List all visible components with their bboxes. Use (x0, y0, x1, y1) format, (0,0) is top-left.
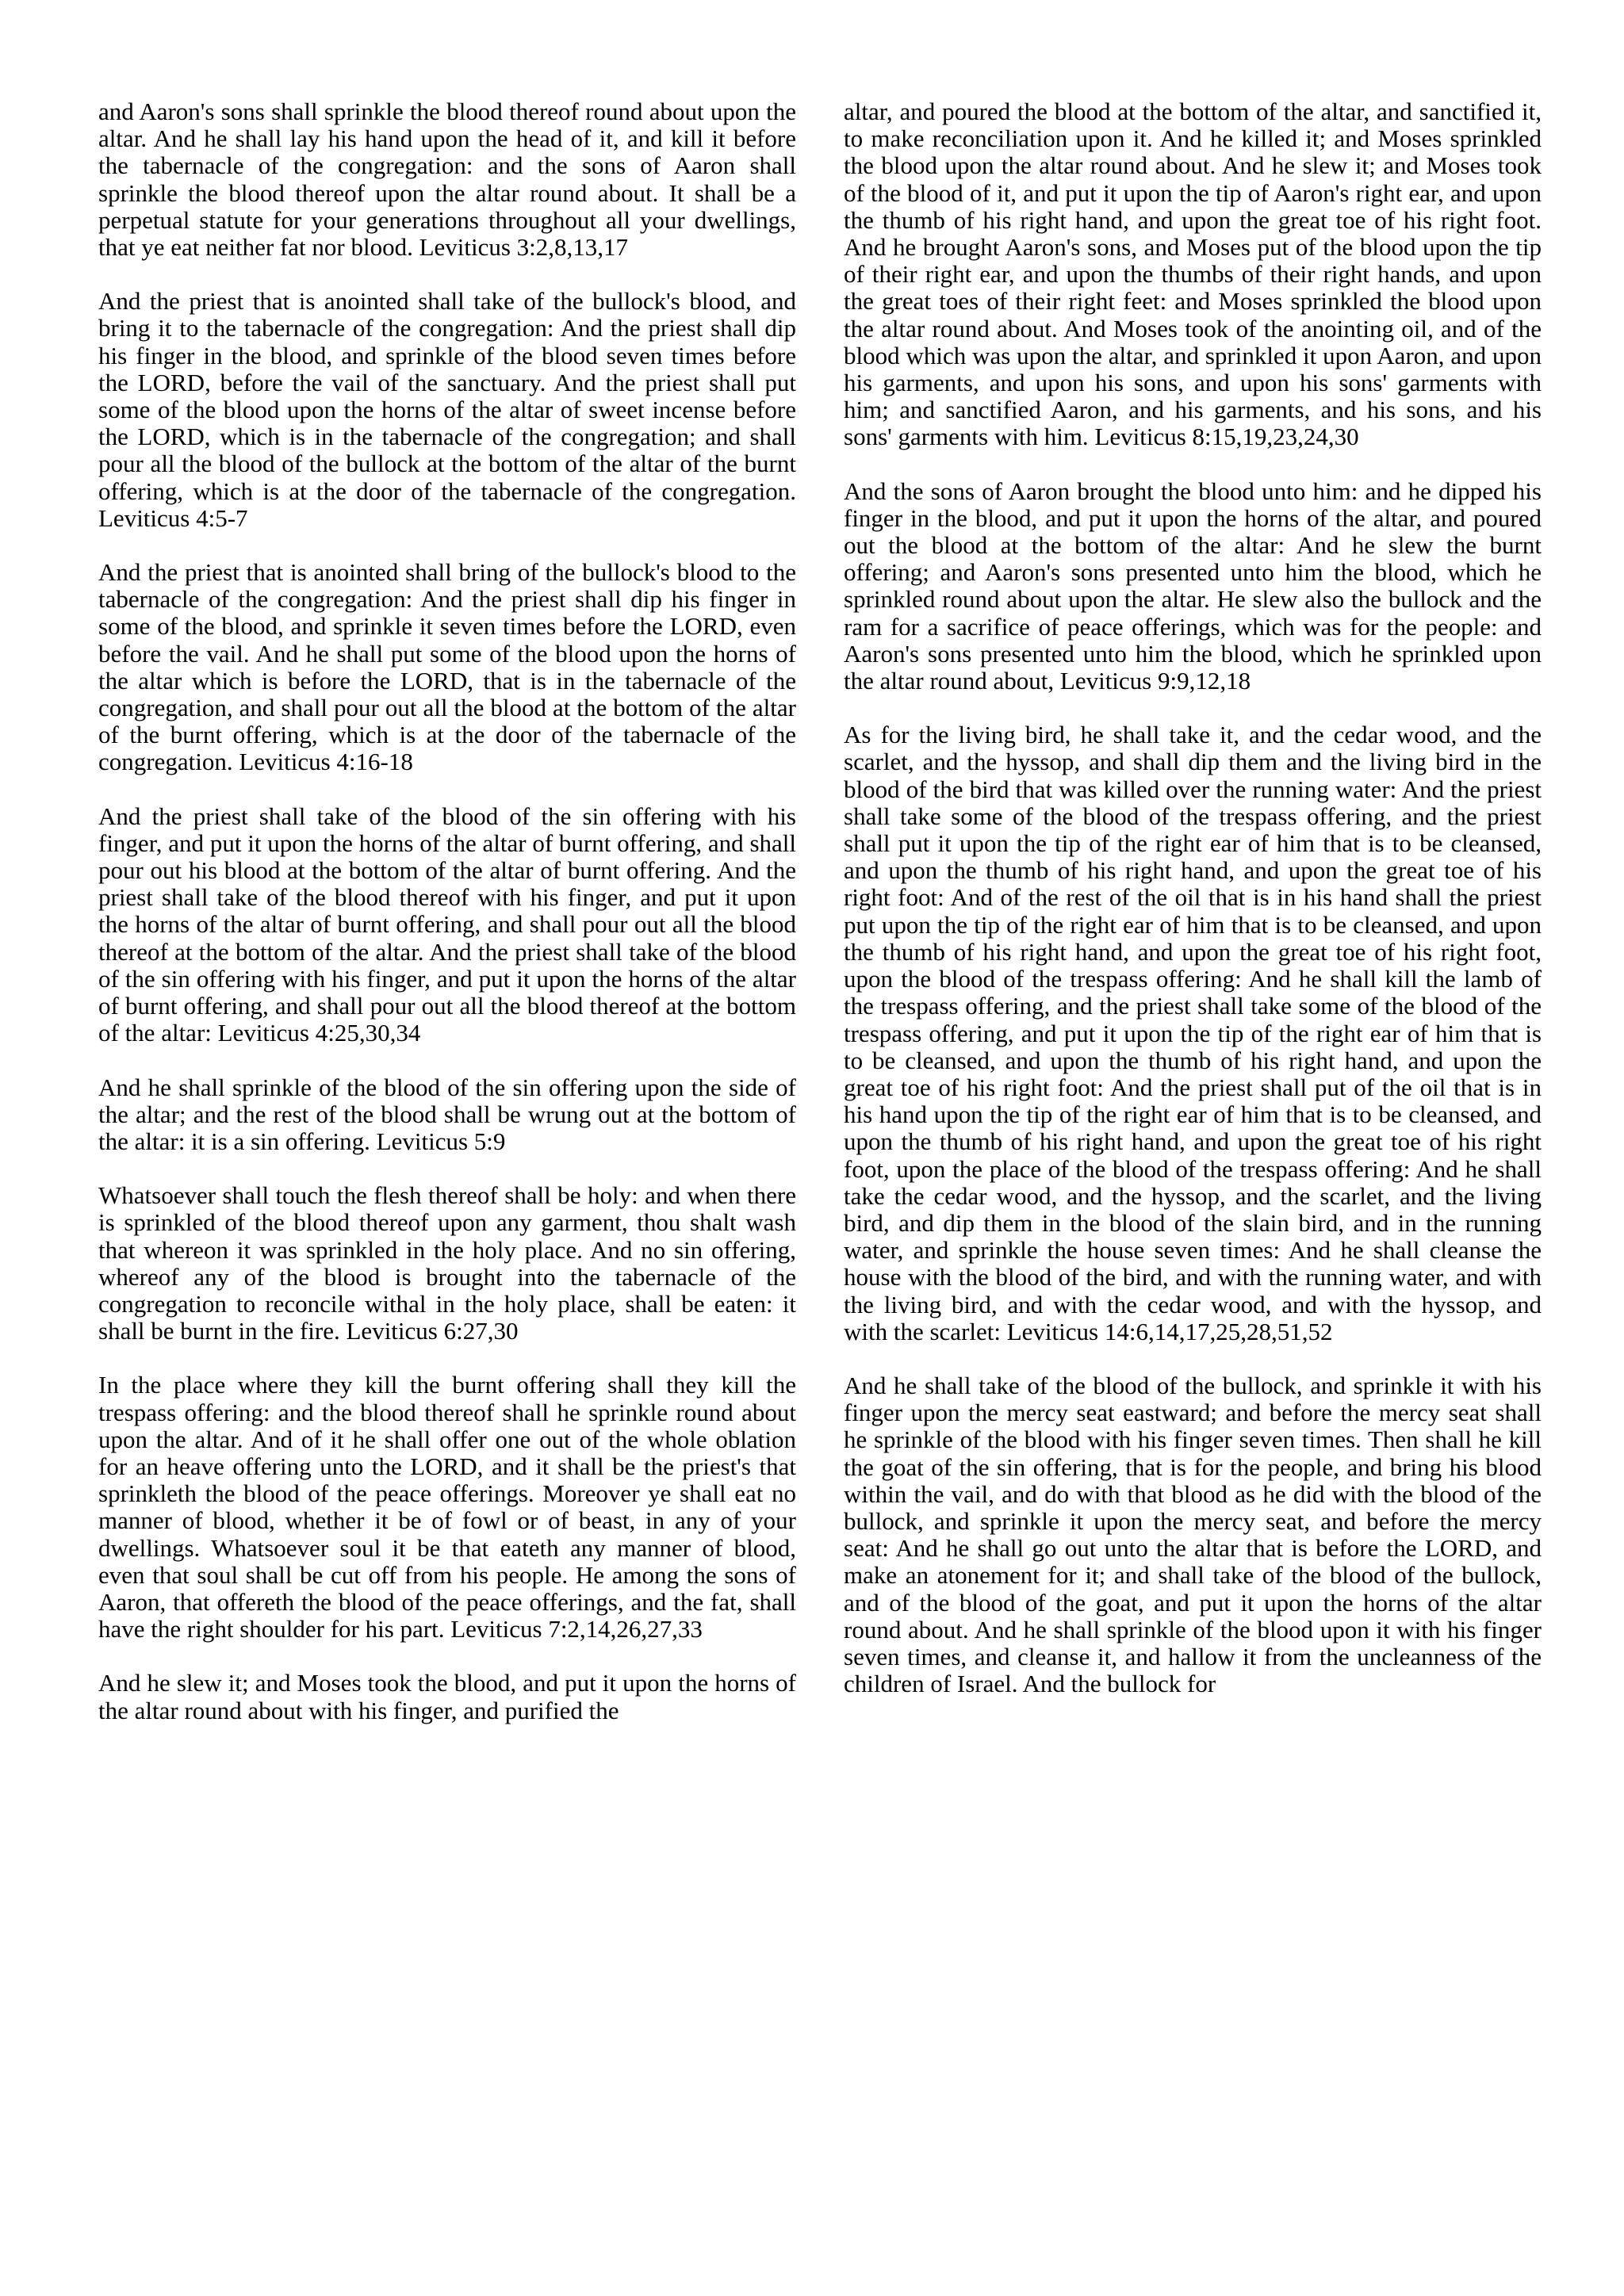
paragraph-leviticus-8-start: And he slew it; and Moses took the blood, and put it upon the horns of the altar round about with his finger, and purified the (98, 1669, 796, 1724)
right-column (844, 98, 1542, 1697)
paragraph-leviticus-4-25-34: And the priest shall take of the blood of the sin offering with his finger, and put it upon the horns of the altar of burnt offering, and shall pour out his blood at the bottom of the altar of burnt offering. And the priest shall take of the blood thereof with his finger, and put it upon the horns of the altar of burnt offering, and shall pour out all the blood thereof at the bottom of the altar. And the priest shall take of the blood of the sin offering with his finger, and put it upon the horns of the altar of burnt offering, and shall pour out all the blood thereof at the bottom of the altar: Leviticus 4:25,30,34 (98, 802, 796, 1047)
paragraph-leviticus-7: In the place where they kill the burnt offering shall they kill the trespass offering: and the blood thereof shall he sprinkle round about upon the altar. And of it he shall offer one out of the whole oblation for an heave offering unto the LORD, and it shall be the priest's that sprinkleth the blood of the peace offerings. Moreover ye shall eat no manner of blood, whether it be of fowl or of beast, in any of your dwellings. Whatsoever soul it be that eateth any manner of blood, even that soul shall be cut off from his people. He among the sons of Aaron, that offereth the blood of the peace offerings, and the fat, shall have the right shoulder for his part. Leviticus 7:2,14,26,27,33 (98, 1371, 796, 1644)
left-column (98, 98, 796, 1724)
paragraph-leviticus-14: As for the living bird, he shall take it, and the cedar wood, and the scarlet, and the hyssop, and shall dip them and the living bird in the blood of the bird that was killed over the running water: And the priest shall take some of the blood of the trespass offering, and the priest shall put it upon the tip of the right ear of him that is to be cleansed, and upon the thumb of his right hand, and upon the great toe of his right foot: And of the rest of the oil that is in his hand shall the priest put upon the tip of the right ear of him that is to be cleansed, and upon the thumb of his right hand, and upon the great toe of his right foot, upon the blood of the trespass offering: And he shall kill the lamb of the trespass offering, and the priest shall take some of the blood of the trespass offering, and put it upon the tip of the right ear of him that is to be cleansed, and upon the thumb of his right hand, and upon the great toe of his right foot: And the priest shall put of the oil that is in his hand upon the tip of the right ear of him that is to be cleansed, and upon the thumb of his right hand, and upon the great toe of his right foot, upon the place of the blood of the trespass offering: And he shall take the cedar wood, and the hyssop, and the scarlet, and the living bird, and dip them in the blood of the slain bird, and in the running water, and sprinkle the house seven times: And he shall cleanse the house with the blood of the bird, and with the running water, and with the living bird, and with the cedar wood, and with the hyssop, and with the scarlet: Leviticus 14:6,14,17,25,28,51,52 (844, 721, 1542, 1345)
paragraph-leviticus-8: altar, and poured the blood at the bottom of the altar, and sanctified it, to make reconciliation upon it. And he killed it; and Moses sprinkled the blood upon the altar round about. And he slew it; and Moses took of the blood of it, and put it upon the tip of Aaron's right ear, and upon the thumb of his right hand, and upon the great toe of his right foot. And he brought Aaron's sons, and Moses put of the blood upon the tip of their right ear, and upon the thumbs of their right hands, and upon the great toes of their right feet: and Moses sprinkled the blood upon the altar round about. And Moses took of the anointing oil, and of the blood which was upon the altar, and sprinkled it upon Aaron, and upon his garments, and upon his sons, and upon his sons' garments with him; and sanctified Aaron, and his garments, and his sons, and his sons' garments with him. Leviticus 8:15,19,23,24,30 (844, 98, 1542, 451)
paragraph-leviticus-4-5-7: And the priest that is anointed shall take of the bullock's blood, and bring it to the tabernacle of the congregation: And the priest shall dip his finger in the blood, and sprinkle of the blood seven times before the LORD, before the vail of the sanctuary. And the priest shall put some of the blood upon the horns of the altar of sweet incense before the LORD, which is in the tabernacle of the congregation; and shall pour all the blood of the bullock at the bottom of the altar of the burnt offering, which is at the door of the tabernacle of the congregation. Leviticus 4:5-7 (98, 287, 796, 532)
paragraph-leviticus-5-9: And he shall sprinkle of the blood of the sin offering upon the side of the altar; and the rest of the blood shall be wrung out at the bottom of the altar: it is a sin offering. Leviticus 5:9 (98, 1073, 796, 1155)
paragraph-leviticus-3: and Aaron's sons shall sprinkle the blood thereof round about upon the altar. And he shall lay his hand upon the head of it, and kill it before the tabernacle of the congregation: and the sons of Aaron shall sprinkle the blood thereof upon the altar round about. It shall be a perpetual statute for your generations throughout all your dwellings, that ye eat neither fat nor blood. Leviticus 3:2,8,13,17 (98, 98, 796, 262)
paragraph-leviticus-9: And the sons of Aaron brought the blood unto him: and he dipped his finger in the blood, and put it upon the horns of the altar, and poured out the blood at the bottom of the altar: And he slew the burnt offering; and Aaron's sons presented unto him the blood, which he sprinkled round about upon the altar. He slew also the bullock and the ram for a sacrifice of peace offerings, which was for the people: and Aaron's sons presented unto him the blood, which he sprinkled upon the altar round about, Leviticus 9:9,12,18 (844, 476, 1542, 695)
paragraph-leviticus-16: And he shall take of the blood of the bullock, and sprinkle it with his finger upon the mercy seat eastward; and before the mercy seat shall he sprinkle of the blood with his finger seven times. Then shall he kill the goat of the sin offering, that is for the people, and bring his blood within the vail, and do with that blood as he did with the blood of the bullock, and sprinkle it upon the mercy seat, and before the mercy seat: And he shall go out unto the altar that is before the LORD, and make an atonement for it; and shall take of the blood of the bullock, and of the blood of the goat, and put it upon the horns of the altar round about. And he shall sprinkle of the blood upon it with his finger seven times, and cleanse it, and hallow it from the uncleanness of the children of Israel. And the bullock for (844, 1371, 1542, 1698)
paragraph-leviticus-6: Whatsoever shall touch the flesh thereof shall be holy: and when there is sprinkled of the blood thereof upon any garment, thou shalt wash that whereon it was sprinkled in the holy place. And no sin offering, whereof any of the blood is brought into the tabernacle of the congregation to reconcile withal in the holy place, shall be eaten: it shall be burnt in the fire. Leviticus 6:27,30 (98, 1181, 796, 1345)
paragraph-leviticus-4-16-18: And the priest that is anointed shall bring of the bullock's blood to the tabernacle of the congregation: And the priest shall dip his finger in some of the blood, and sprinkle it seven times before the LORD, even before the vail. And he shall put some of the blood upon the horns of the altar which is before the LORD, that is in the tabernacle of the congregation, and shall pour out all the blood at the bottom of the altar of the burnt offering, which is at the door of the tabernacle of the congregation. Leviticus 4:16-18 (98, 558, 796, 776)
